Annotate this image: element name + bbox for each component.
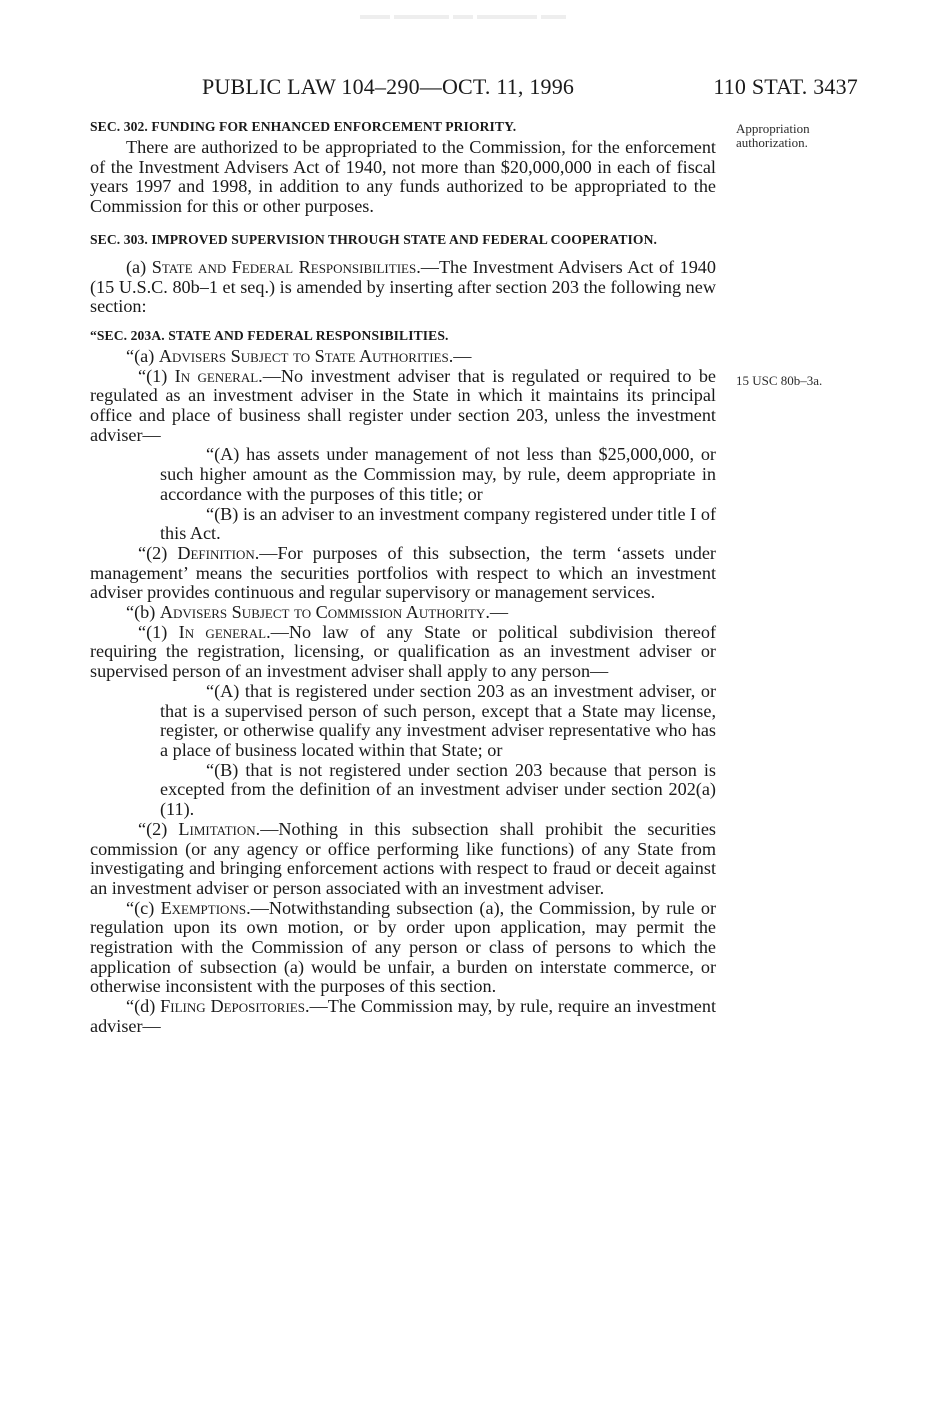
paragraph-a2: “(2) Definition.—For purposes of this subsection, the term ‘assets under management’ means the securities portfolios with respect to which an investment adviser provides continuous and regular supervisory or management services. xyxy=(90,542,716,603)
subsection-b-heading: “(b) Advisers Subject to Commission Authority.— xyxy=(126,602,509,623)
section-302-body: There are authorized to be appropriated to the Commission, for the enforcement of the Investment Advisers Act of 1940, not more than $20,000,000 in each of fiscal years 1997 and 1998, in addition to any funds authorized to be appropriated to the Commission for this or other purposes. xyxy=(90,137,716,217)
margin-note-usc-citation: 15 USC 80b–3a. xyxy=(736,373,823,388)
clause-b1A: “(A) that is registered under section 203 as an investment adviser, or that is a supervised person of such person, except that a State may license, register, or otherwise qualify any investment adviser representative who has a place of business located within that State; or xyxy=(160,680,716,760)
faint-stamp-mark xyxy=(360,8,570,18)
clause-b1B: “(B) that is not registered under section 203 because that person is excepted from the definition of an investment adviser under section 202(a)(11). xyxy=(160,759,716,820)
margin-note-appropriation: Appropriation authorization. xyxy=(736,121,810,150)
paragraph-a1: “(1) In general.—No investment adviser that is regulated or required to be regulated as an investment adviser in the State in which it maintains its principal office and place of business shall register under section 203, unless the investment adviser— xyxy=(90,365,716,445)
subsection-c: “(c) Exemptions.—Notwithstanding subsection (a), the Commission, by rule or regulation upon its own motion, or by order upon application, may permit the registration with the Commission of any person or class of persons to which the application of subsection (a) would be unfair, a burden on interstate commerce, or otherwise inconsistent with the purposes of this section. xyxy=(90,897,716,997)
section-302-heading: SEC. 302. FUNDING FOR ENHANCED ENFORCEMENT PRIORITY. xyxy=(90,119,517,134)
section-303-heading: SEC. 303. IMPROVED SUPERVISION THROUGH STATE AND FEDERAL COOPERATION. xyxy=(90,231,657,247)
page-header xyxy=(90,74,858,104)
clause-a1A: “(A) has assets under management of not less than $25,000,000, or such higher amount as the Commission may, by rule, deem appropriate in accordance with the purposes of this title; or xyxy=(160,444,716,504)
section-203a-heading: “SEC. 203A. STATE AND FEDERAL RESPONSIBILITIES. xyxy=(90,327,449,343)
clause-a1B: “(B) is an adviser to an investment company registered under title I of this Act. xyxy=(160,503,716,544)
main-text-column xyxy=(90,118,716,1037)
subsection-d: “(d) Filing Depositories.—The Commission may, by rule, require an investment adviser— xyxy=(90,996,716,1036)
paragraph-b1: “(1) In general.—No law of any State or political subdivision thereof requiring the registration, licensing, or qualification as an investment adviser or supervised person of an investment adviser shall apply to any person— xyxy=(90,621,717,682)
subsection-a-heading: “(a) Advisers Subject to State Authorities.— xyxy=(126,345,472,366)
paragraph-b2: “(2) Limitation.—Nothing in this subsection shall prohibit the securities commission (or any agency or office performing like functions) of any State from investigating and bringing enforcement actions with respect to fraud or deceit against an investment adviser or person associated with an investment adviser. xyxy=(90,818,716,898)
section-303-subsection-a: (a) State and Federal Responsibilities.—The Investment Advisers Act of 1940 (15 U.S.C. 80b–1 et seq.) is amended by inserting after section 203 the following new section: xyxy=(90,256,716,317)
stat-page-number: 110 STAT. 3437 xyxy=(713,74,858,99)
running-title: PUBLIC LAW 104–290—OCT. 11, 1996 xyxy=(202,74,575,99)
